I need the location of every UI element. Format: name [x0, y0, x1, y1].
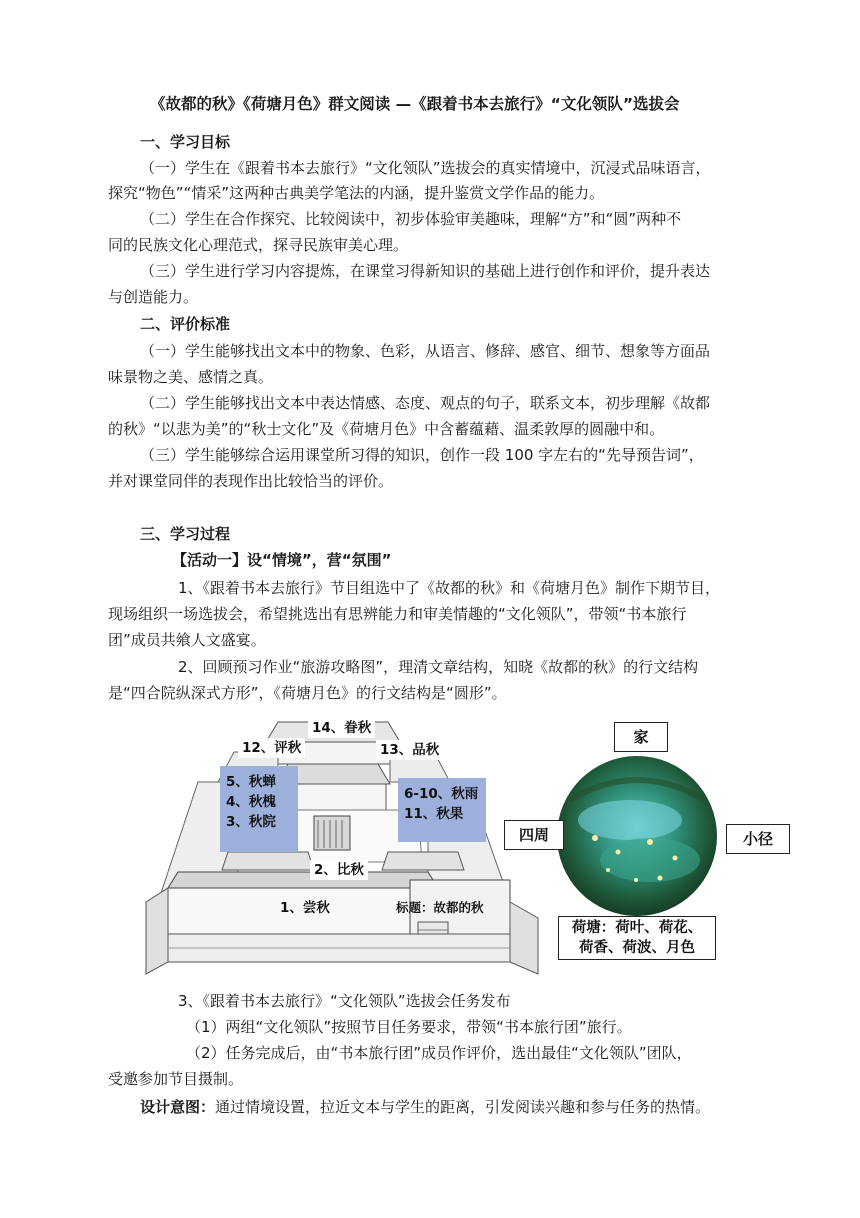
section2-p2-line1: （二）学生能够找出文本中表达情感、态度、观点的句子，联系文本，初步理解《故都 — [140, 394, 711, 412]
left-blue-box — [220, 766, 298, 852]
left-box-item-2: 4、秋槐 — [226, 794, 276, 810]
design-intent-text: 通过情境设置，拉近文本与学生的距离，引发阅读兴趣和参与任务的热情。 — [215, 1098, 711, 1116]
label-12: 12、评秋 — [238, 738, 305, 758]
section2-p3-line1: （三）学生能够综合运用课堂所习得的知识，创作一段 100 字左右的“先导预告词”， — [140, 446, 704, 464]
pond-diagram — [500, 720, 800, 968]
section1-p2-line1: （二）学生在合作探究、比较阅读中，初步体验审美趣味，理解“方”和“圆”两种不 — [140, 210, 682, 228]
section1-p3-line1: （三）学生进行学习内容提炼，在课堂习得新知识的基础上进行创作和评价，提升表达 — [140, 262, 711, 280]
right-box-item-2: 11、秋果 — [404, 806, 464, 822]
section2-p1-line1: （一）学生能够找出文本中的物象、色彩，从语言、修辞、感官、细节、想象等方面品 — [140, 342, 711, 360]
courtyard-drawing — [138, 712, 550, 982]
label-13: 13、品秋 — [376, 740, 443, 760]
item1-line1: 1、《跟着书本去旅行》节目组选中了《故都的秋》和《荷塘月色》制作下期节目， — [178, 579, 721, 597]
section2-p2-line2: 的秋》“以悲为美”的“秋士文化”及《荷塘月色》中含蓄蕴藉、温柔敦厚的圆融中和。 — [108, 420, 665, 438]
section1-p2-line2: 同的民族文化心理范式，探寻民族审美心理。 — [108, 236, 409, 254]
section1-p1-line2: 探究“物色”“情采”这两种古典美学笔法的内涵，提升鉴赏文学作品的能力。 — [108, 184, 605, 202]
section2-heading: 二、评价标准 — [140, 315, 231, 333]
pond-label-lotus-line2: 荷香、荷波、月色 — [579, 940, 695, 956]
pond-label-surroundings: 四周 — [504, 820, 564, 850]
section3-heading: 三、学习过程 — [140, 525, 231, 543]
sub-item-1: （1）两组“文化领队”按照节目任务要求，带领“书本旅行团”旅行。 — [186, 1018, 632, 1036]
item1-line2: 现场组织一场选拔会，希望挑选出有思辨能力和审美情趣的“文化领队”，带领“书本旅行 — [108, 605, 687, 623]
pond-label-path: 小径 — [726, 824, 790, 854]
activity-heading: 【活动一】设“情境”，营“氛围” — [172, 551, 392, 569]
left-box-item-3: 3、秋院 — [226, 814, 276, 830]
item1-line3: 团”成员共飨人文盛宴。 — [108, 631, 266, 649]
item3: 3、《跟着书本去旅行》“文化领队”选拔会任务发布 — [178, 992, 511, 1010]
courtyard-diagram — [138, 712, 550, 982]
section2-p3-line2: 并对课堂同伴的表现作出比较恰当的评价。 — [108, 472, 394, 490]
item2-line2: 是“四合院纵深式方形”，《荷塘月色》的行文结构是“圆形”。 — [108, 684, 507, 702]
section2-p1-line2: 味景物之美、感情之真。 — [108, 368, 274, 386]
right-blue-box — [398, 778, 486, 842]
design-intent-label: 设计意图： — [140, 1098, 216, 1116]
design-intent — [140, 1097, 710, 1117]
left-box-item-1: 5、秋蝉 — [226, 774, 276, 790]
item2-line1: 2、回顾预习作业“旅游攻略图”，理清文章结构，知晓《故都的秋》的行文结构 — [178, 658, 699, 676]
pond-label-lotus-line1: 荷塘：荷叶、荷花、 — [571, 920, 703, 936]
label-14: 14、眷秋 — [308, 718, 375, 738]
sub-item-2-line2: 受邀参加节目摄制。 — [108, 1070, 244, 1088]
label-title: 标题：故都的秋 — [396, 900, 484, 915]
section1-p1-line1: （一）学生在《跟着书本去旅行》“文化领队”选拔会的真实情境中，沉浸式品味语言， — [140, 159, 711, 177]
pond-label-home: 家 — [614, 722, 668, 752]
right-box-item-1: 6-10、秋雨 — [404, 786, 479, 802]
label-1: 1、尝秋 — [280, 900, 330, 916]
section1-heading: 一、学习目标 — [140, 133, 231, 151]
section1-p3-line2: 与创造能力。 — [108, 288, 199, 306]
document-title: 《故都的秋》《荷塘月色》群文阅读 —《跟着书本去旅行》“文化领队”选拔会 — [150, 95, 680, 113]
pond-label-lotus — [558, 916, 716, 960]
label-2: 2、比秋 — [310, 860, 368, 880]
sub-item-2-line1: （2）任务完成后，由“书本旅行团”成员作评价，选出最佳“文化领队”团队， — [186, 1044, 692, 1062]
